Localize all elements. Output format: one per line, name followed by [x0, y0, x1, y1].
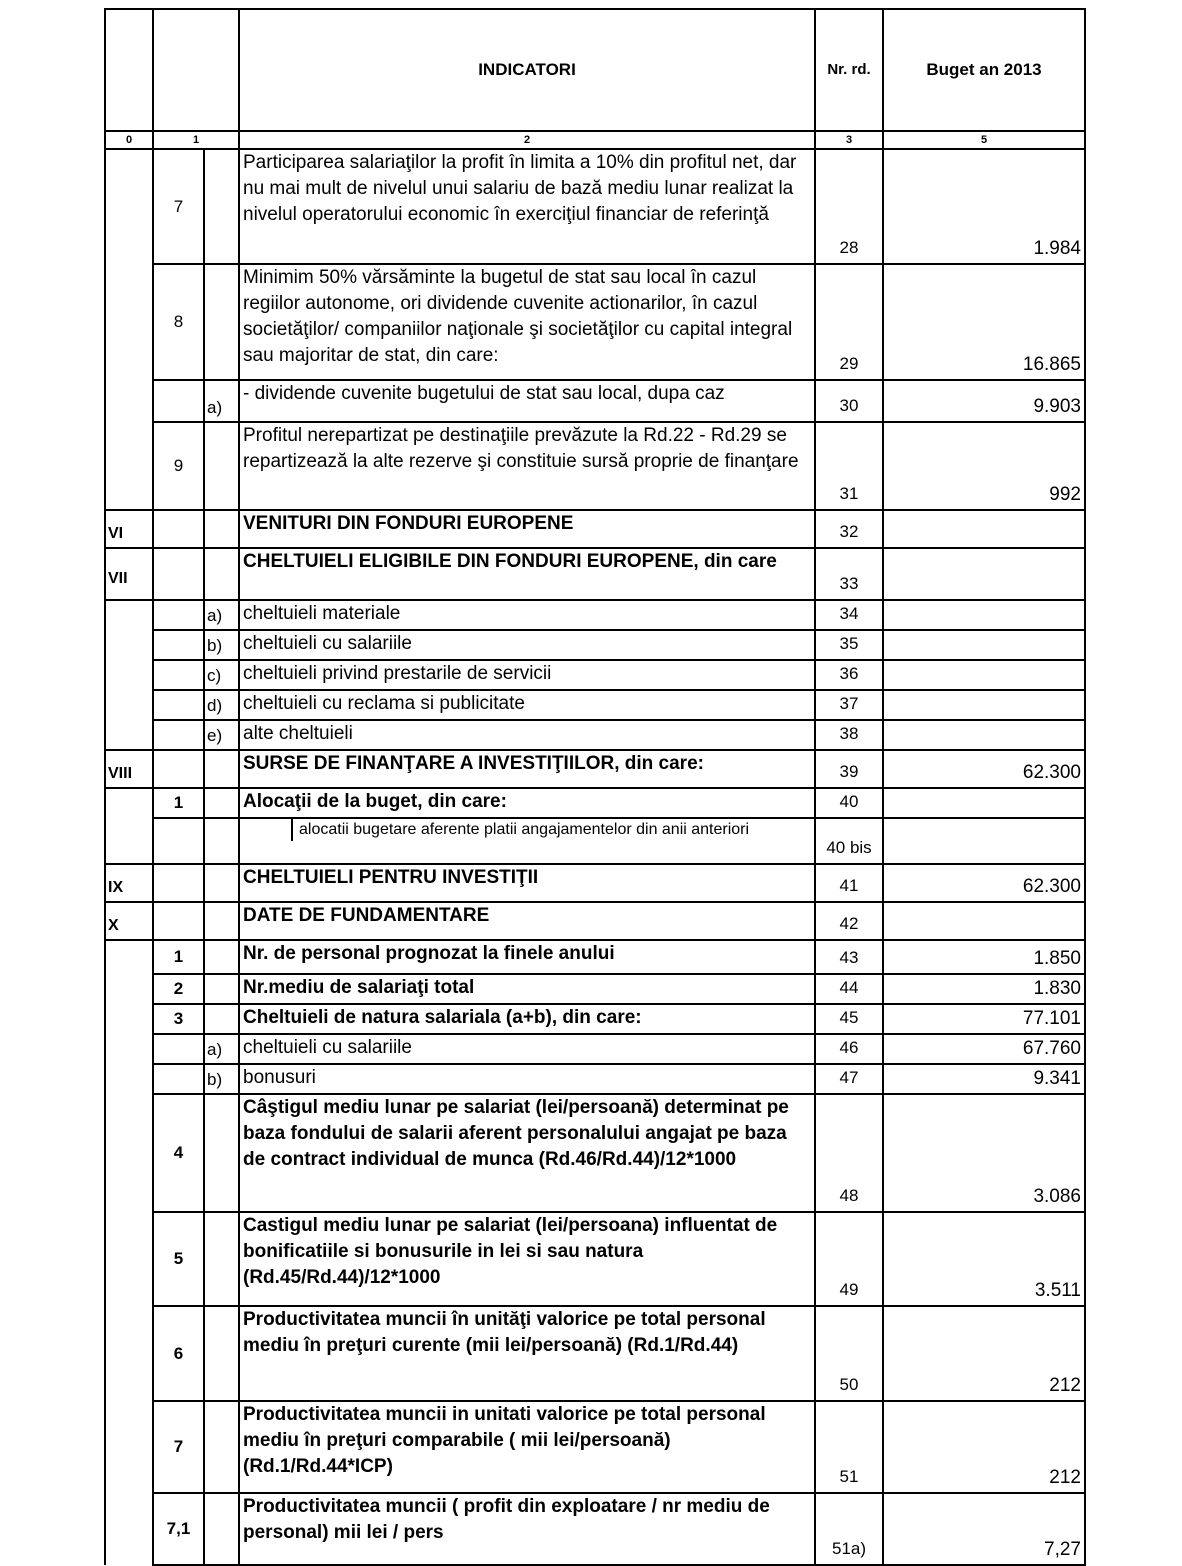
roman-section-cell: IX: [105, 864, 153, 902]
row-number-cell: 32: [815, 510, 883, 548]
row-number-cell: 42: [815, 902, 883, 940]
row-number-cell: 45: [815, 1004, 883, 1034]
row-number-cell: 39: [815, 750, 883, 788]
row-number-cell: 51a): [815, 1493, 883, 1565]
row-number-cell: 48: [815, 1094, 883, 1212]
row-number-cell: 33: [815, 548, 883, 600]
budget-value-cell: [883, 818, 1085, 864]
row-number-cell: 35: [815, 630, 883, 660]
item-number-cell: [153, 380, 204, 422]
roman-section-cell: VII: [105, 548, 153, 600]
indicator-text-cell: cheltuieli materiale: [239, 600, 815, 630]
item-number-cell: [153, 600, 204, 630]
roman-section-cell: [105, 690, 153, 720]
budget-value-cell: 62.300: [883, 864, 1085, 902]
table-row: [105, 380, 1085, 422]
indicator-text-cell: Productivitatea muncii in unitati valorice pe total personal mediu în preţuri comparabile ( mii lei/persoană) (Rd.1/Rd.44*ICP): [239, 1401, 815, 1493]
budget-value-cell: 62.300: [883, 750, 1085, 788]
table-row: [105, 1064, 1085, 1094]
budget-value-cell: 9.341: [883, 1064, 1085, 1094]
indicator-text-cell: Cheltuieli de natura salariala (a+b), din care:: [239, 1004, 815, 1034]
item-number-cell: [153, 864, 204, 902]
table-row: [105, 788, 1085, 818]
table-row: [105, 818, 1085, 864]
budget-value-cell: 1.984: [883, 149, 1085, 264]
budget-table-sheet: [104, 8, 1086, 1566]
table-row: [105, 264, 1085, 380]
sub-letter-cell: [204, 1094, 239, 1212]
sub-letter-cell: [204, 1306, 239, 1401]
table-row: [105, 690, 1085, 720]
indicator-text-cell: Participarea salariaţilor la profit în limita a 10% din profitul net, dar nu mai mult de nivelul unui salariu de bază mediu lunar realizat la nivelul operatorului economic în exerciţiul financiar de referinţă: [239, 149, 815, 264]
roman-section-cell: X: [105, 902, 153, 940]
roman-section-cell: [105, 1094, 153, 1212]
sub-letter-cell: [204, 1401, 239, 1493]
table-row: [105, 1212, 1085, 1306]
roman-section-cell: VI: [105, 510, 153, 548]
row-number-cell: 51: [815, 1401, 883, 1493]
table-row: [105, 720, 1085, 750]
table-row: [105, 600, 1085, 630]
roman-section-cell: [105, 788, 153, 818]
table-row: [105, 660, 1085, 690]
roman-section-cell: [105, 1064, 153, 1094]
item-number-cell: 7: [153, 1401, 204, 1493]
indicator-text-cell: bonusuri: [239, 1064, 815, 1094]
roman-section-cell: [105, 1493, 153, 1565]
sub-letter-cell: [204, 788, 239, 818]
item-number-cell: 6: [153, 1306, 204, 1401]
colnum-3: 3: [815, 131, 883, 149]
sub-letter-cell: [204, 510, 239, 548]
table-row: [105, 1401, 1085, 1493]
roman-section-cell: [105, 1306, 153, 1401]
roman-section-cell: [105, 600, 153, 630]
sub-letter-cell: b): [204, 1064, 239, 1094]
sub-letter-cell: [204, 149, 239, 264]
sub-letter-cell: [204, 902, 239, 940]
row-number-cell: 37: [815, 690, 883, 720]
indicator-text-cell: cheltuieli cu reclama si publicitate: [239, 690, 815, 720]
sub-letter-cell: e): [204, 720, 239, 750]
indicator-subtext: alocatii bugetare aferente platii angajamentelor din anii anteriori: [291, 819, 810, 841]
budget-value-cell: 212: [883, 1306, 1085, 1401]
roman-section-cell: [105, 1212, 153, 1306]
table-row: [105, 1094, 1085, 1212]
table-row: [105, 1493, 1085, 1565]
budget-value-cell: [883, 630, 1085, 660]
row-number-cell: 38: [815, 720, 883, 750]
item-number-cell: [153, 510, 204, 548]
budget-value-cell: [883, 548, 1085, 600]
sub-letter-cell: [204, 1212, 239, 1306]
budget-value-cell: [883, 690, 1085, 720]
item-number-cell: [153, 548, 204, 600]
budget-value-cell: [883, 720, 1085, 750]
row-number-cell: 40 bis: [815, 818, 883, 864]
budget-value-cell: 67.760: [883, 1034, 1085, 1064]
header-cell-1: [153, 9, 239, 131]
indicator-text-cell: Minimim 50% vărsăminte la bugetul de stat sau local în cazul regiilor autonome, ori dividende cuvenite actionarilor, în cazul societăţilor/ companiilor naţionale şi societăţilor cu capital integral sau majoritar de stat, din care:: [239, 264, 815, 380]
item-number-cell: [153, 902, 204, 940]
row-number-cell: 41: [815, 864, 883, 902]
row-number-cell: 30: [815, 380, 883, 422]
table-row: [105, 630, 1085, 660]
item-number-cell: [153, 630, 204, 660]
row-number-cell: 28: [815, 149, 883, 264]
indicator-text-cell: alte cheltuieli: [239, 720, 815, 750]
indicator-text-cell: - dividende cuvenite bugetului de stat sau local, dupa caz: [239, 380, 815, 422]
item-number-cell: [153, 720, 204, 750]
row-number-cell: 31: [815, 422, 883, 510]
roman-section-cell: [105, 940, 153, 974]
indicator-text-cell: CHELTUIELI PENTRU INVESTIŢII: [239, 864, 815, 902]
indicator-text-cell: [239, 818, 815, 864]
indicator-text-cell: VENITURI DIN FONDURI EUROPENE: [239, 510, 815, 548]
indicator-text-cell: Productivitatea muncii în unităţi valorice pe total personal mediu în preţuri curente (mii lei/persoană) (Rd.1/Rd.44): [239, 1306, 815, 1401]
colnum-2: 2: [239, 131, 815, 149]
sub-letter-cell: [204, 264, 239, 380]
row-number-cell: 50: [815, 1306, 883, 1401]
roman-section-cell: [105, 660, 153, 690]
colnum-5: 5: [883, 131, 1085, 149]
table-row: [105, 149, 1085, 264]
table-row: [105, 974, 1085, 1004]
row-number-cell: 29: [815, 264, 883, 380]
indicator-text-cell: Câştigul mediu lunar pe salariat (lei/persoană) determinat pe baza fondului de salarii aferent personalului angajat pe baza de contract individual de munca (Rd.46/Rd.44)/12*1000: [239, 1094, 815, 1212]
roman-section-cell: [105, 974, 153, 1004]
item-number-cell: [153, 750, 204, 788]
item-number-cell: [153, 1064, 204, 1094]
budget-value-cell: 992: [883, 422, 1085, 510]
budget-value-cell: 1.850: [883, 940, 1085, 974]
table-row: [105, 1306, 1085, 1401]
indicator-text-cell: Castigul mediu lunar pe salariat (lei/persoana) influentat de bonificatiile si bonusurile in lei si sau natura (Rd.45/Rd.44)/12*1000: [239, 1212, 815, 1306]
item-number-cell: 1: [153, 788, 204, 818]
indicator-text-cell: cheltuieli cu salariile: [239, 630, 815, 660]
indicator-text-cell: cheltuieli privind prestarile de servicii: [239, 660, 815, 690]
row-number-cell: 34: [815, 600, 883, 630]
item-number-cell: 7,1: [153, 1493, 204, 1565]
row-number-cell: 36: [815, 660, 883, 690]
budget-value-cell: 16.865: [883, 264, 1085, 380]
row-number-cell: 44: [815, 974, 883, 1004]
column-number-row: [105, 131, 1085, 149]
header-cell-0: [105, 9, 153, 131]
roman-section-cell: [105, 630, 153, 660]
table-row: [105, 510, 1085, 548]
budget-value-cell: [883, 788, 1085, 818]
budget-value-cell: [883, 510, 1085, 548]
row-number-cell: 40: [815, 788, 883, 818]
row-number-cell: 47: [815, 1064, 883, 1094]
sub-letter-cell: [204, 750, 239, 788]
roman-section-cell: [105, 422, 153, 510]
sub-letter-cell: a): [204, 600, 239, 630]
indicator-text-cell: Productivitatea muncii ( profit din exploatare / nr mediu de personal) mii lei / pers: [239, 1493, 815, 1565]
indicator-text-cell: Profitul nerepartizat pe destinaţiile prevăzute la Rd.22 - Rd.29 se repartizează la alte rezerve şi constituie sursă proprie de finanţare: [239, 422, 815, 510]
table-row: [105, 1034, 1085, 1064]
sub-letter-cell: [204, 974, 239, 1004]
indicator-text-cell: CHELTUIELI ELIGIBILE DIN FONDURI EUROPENE, din care: [239, 548, 815, 600]
sub-letter-cell: [204, 1493, 239, 1565]
sub-letter-cell: d): [204, 690, 239, 720]
indicator-text-cell: SURSE DE FINANŢARE A INVESTIŢIILOR, din care:: [239, 750, 815, 788]
budget-value-cell: 7,27: [883, 1493, 1085, 1565]
item-number-cell: 5: [153, 1212, 204, 1306]
roman-section-cell: [105, 1401, 153, 1493]
roman-section-cell: [105, 720, 153, 750]
item-number-cell: 1: [153, 940, 204, 974]
sub-letter-cell: c): [204, 660, 239, 690]
indicator-text-cell: Nr.mediu de salariaţi total: [239, 974, 815, 1004]
sub-letter-cell: [204, 422, 239, 510]
header-nr-rd: Nr. rd.: [815, 9, 883, 131]
table-row: [105, 864, 1085, 902]
indicator-text-cell: Nr. de personal prognozat la finele anului: [239, 940, 815, 974]
sub-letter-cell: [204, 864, 239, 902]
sub-letter-cell: a): [204, 1034, 239, 1064]
item-number-cell: 3: [153, 1004, 204, 1034]
row-number-cell: 49: [815, 1212, 883, 1306]
budget-value-cell: [883, 660, 1085, 690]
budget-value-cell: 77.101: [883, 1004, 1085, 1034]
table-row: [105, 548, 1085, 600]
item-number-cell: [153, 818, 204, 864]
budget-value-cell: 3.086: [883, 1094, 1085, 1212]
roman-section-cell: [105, 1034, 153, 1064]
indicator-text-cell: cheltuieli cu salariile: [239, 1034, 815, 1064]
sub-letter-cell: [204, 818, 239, 864]
item-number-cell: 4: [153, 1094, 204, 1212]
roman-section-cell: [105, 818, 153, 864]
roman-section-cell: VIII: [105, 750, 153, 788]
header-indicatori: INDICATORI: [239, 9, 815, 131]
item-number-cell: 9: [153, 422, 204, 510]
table-row: [105, 902, 1085, 940]
table-row: [105, 940, 1085, 974]
sub-letter-cell: [204, 1004, 239, 1034]
budget-value-cell: 1.830: [883, 974, 1085, 1004]
indicators-table: [104, 8, 1086, 1566]
item-number-cell: 8: [153, 264, 204, 380]
colnum-0: 0: [105, 131, 153, 149]
budget-value-cell: 3.511: [883, 1212, 1085, 1306]
indicator-text-cell: DATE DE FUNDAMENTARE: [239, 902, 815, 940]
roman-section-cell: [105, 1004, 153, 1034]
roman-section-cell: [105, 149, 153, 264]
item-number-cell: 2: [153, 974, 204, 1004]
indicator-text-cell: Alocaţii de la buget, din care:: [239, 788, 815, 818]
item-number-cell: 7: [153, 149, 204, 264]
table-row: [105, 422, 1085, 510]
table-row: [105, 1004, 1085, 1034]
sub-letter-cell: a): [204, 380, 239, 422]
row-number-cell: 43: [815, 940, 883, 974]
budget-value-cell: [883, 902, 1085, 940]
item-number-cell: [153, 690, 204, 720]
sub-letter-cell: b): [204, 630, 239, 660]
colnum-1: 1: [153, 131, 239, 149]
table-row: [105, 750, 1085, 788]
header-row: [105, 9, 1085, 131]
header-buget: Buget an 2013: [883, 9, 1085, 131]
budget-value-cell: 212: [883, 1401, 1085, 1493]
sub-letter-cell: [204, 940, 239, 974]
roman-section-cell: [105, 380, 153, 422]
budget-value-cell: [883, 600, 1085, 630]
item-number-cell: [153, 660, 204, 690]
roman-section-cell: [105, 264, 153, 380]
row-number-cell: 46: [815, 1034, 883, 1064]
sub-letter-cell: [204, 548, 239, 600]
budget-value-cell: 9.903: [883, 380, 1085, 422]
item-number-cell: [153, 1034, 204, 1064]
